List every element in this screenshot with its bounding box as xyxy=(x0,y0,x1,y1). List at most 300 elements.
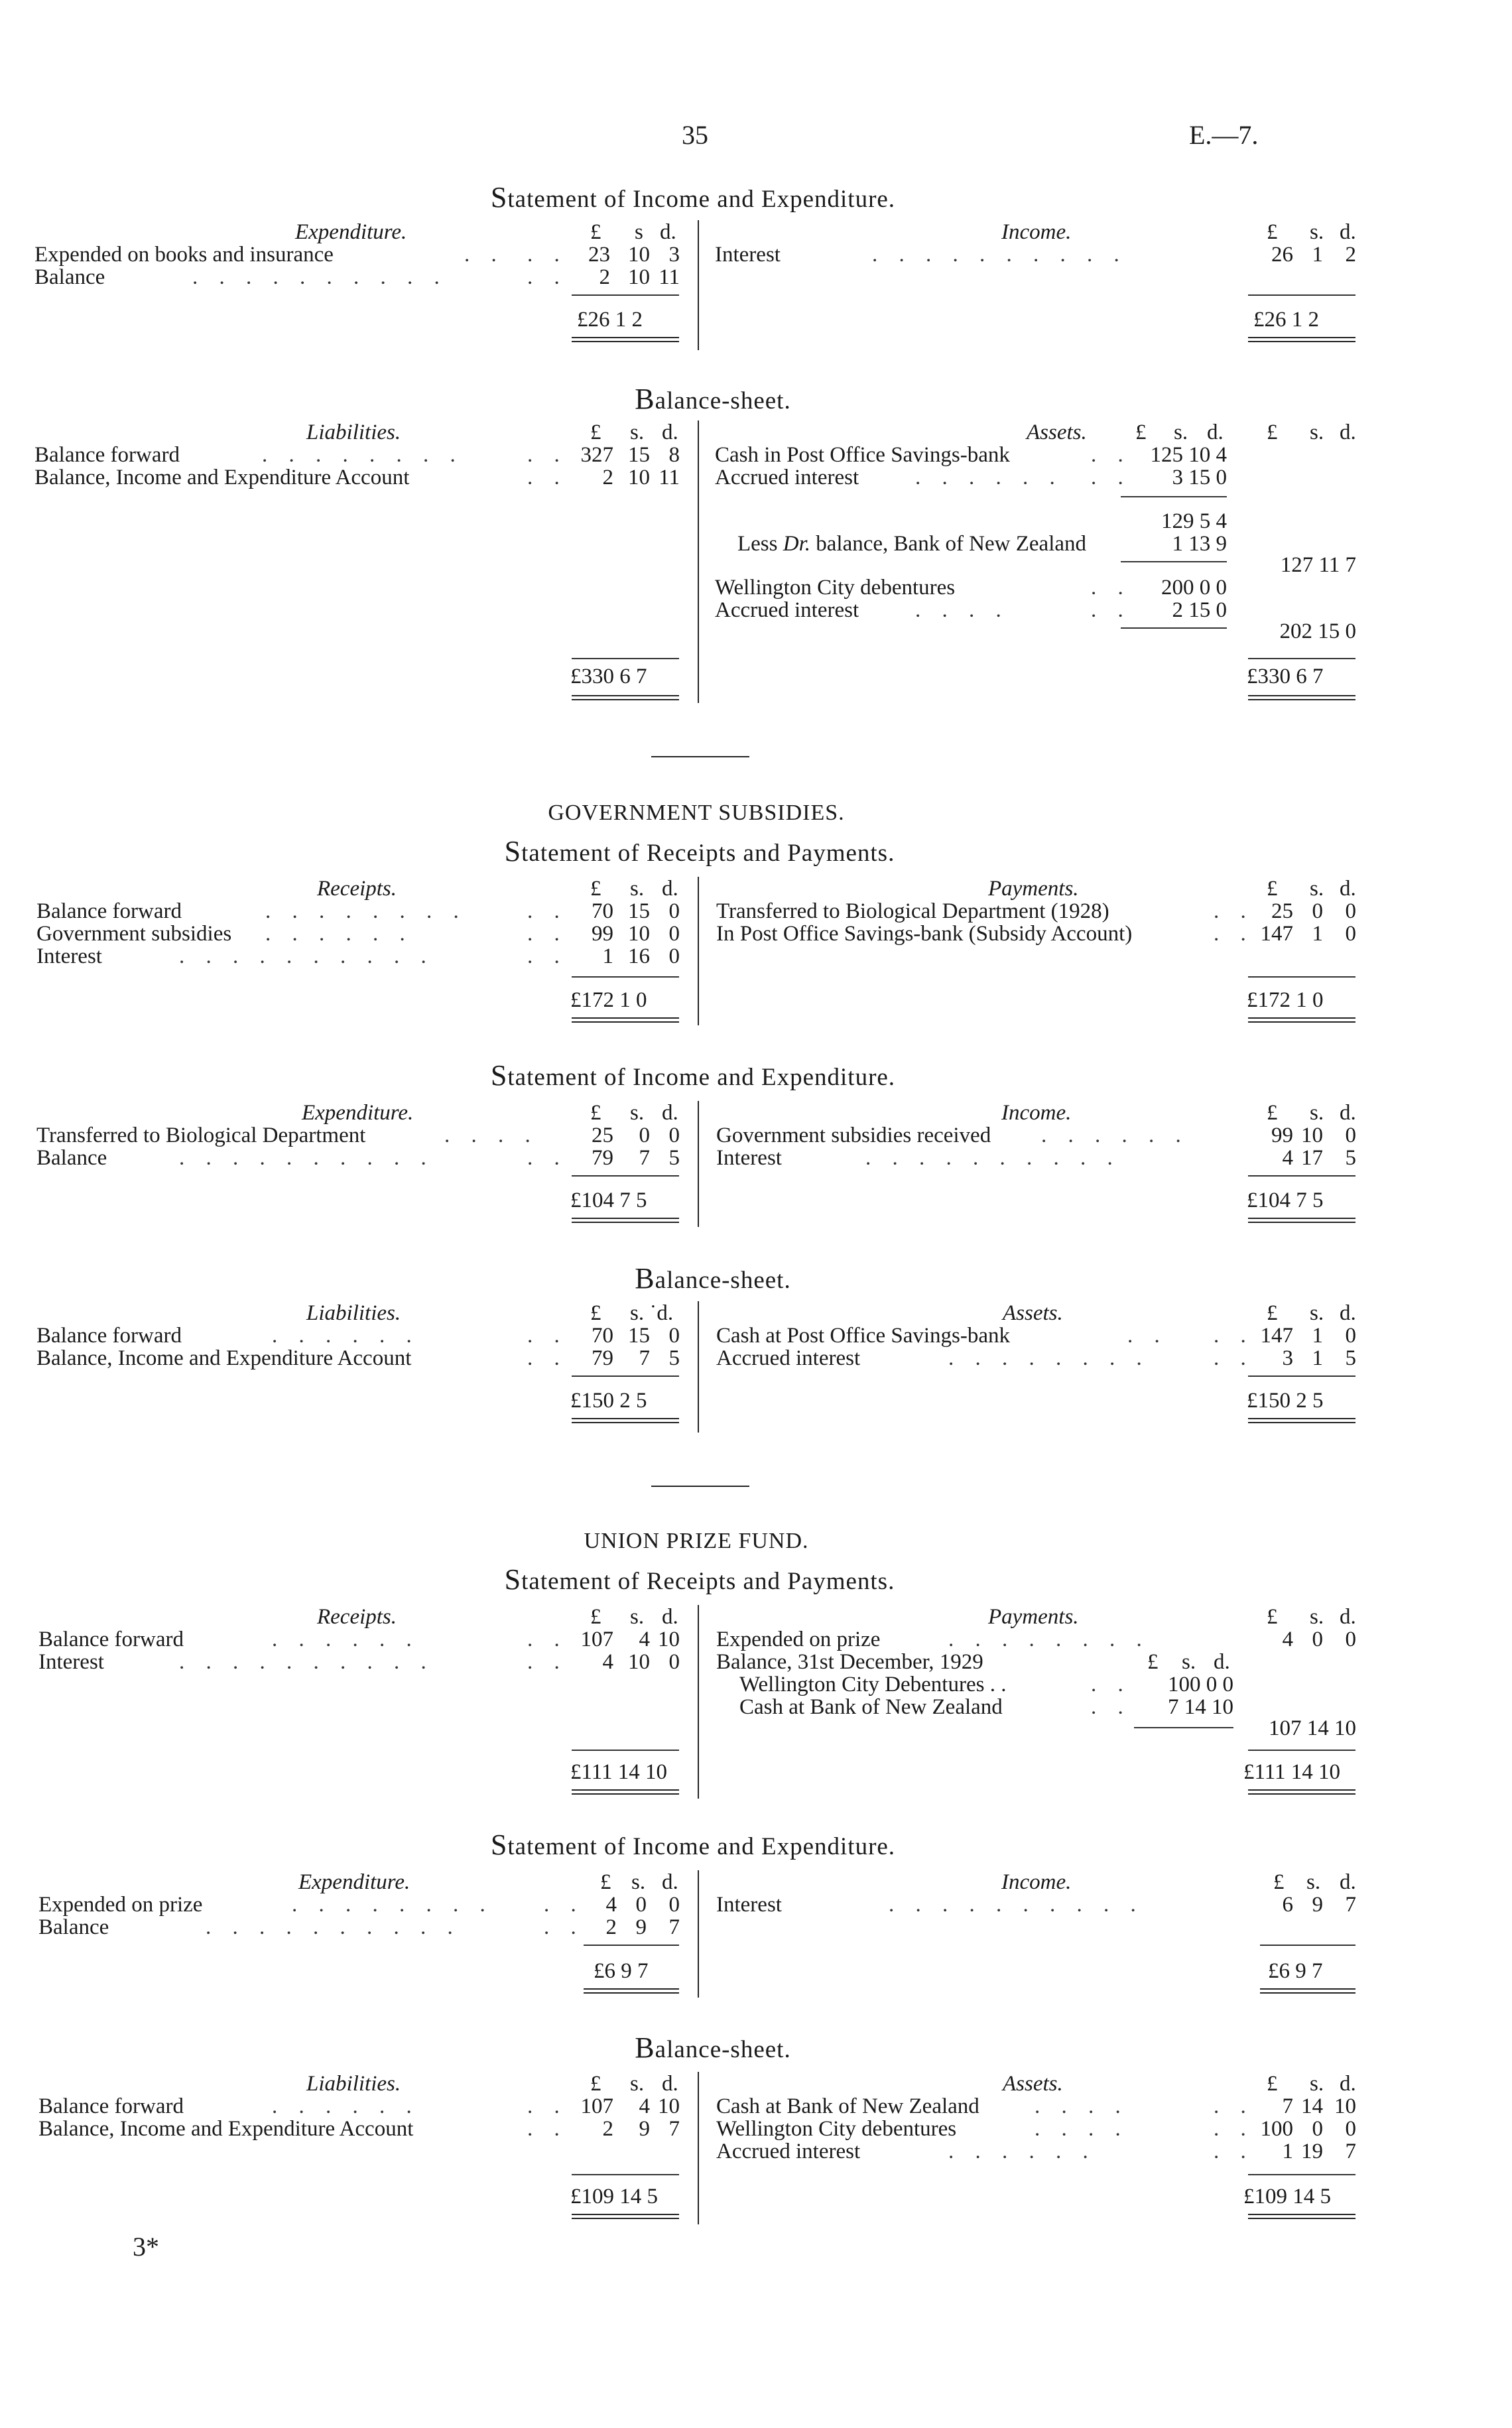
leader-dots: . . . . . . . . xyxy=(292,1893,493,1917)
double-rule xyxy=(584,1988,679,1994)
leader-dots: . . xyxy=(527,2094,568,2118)
asset-label: Accrued interest xyxy=(716,1346,861,1370)
lsd-shilling: s. xyxy=(1310,1101,1324,1125)
total-right: £6 9 7 xyxy=(1268,1959,1323,1983)
signature-mark: 3* xyxy=(133,2232,159,2262)
amount-pounds: 26 xyxy=(1271,243,1293,267)
amount-shillings: 17 xyxy=(1301,1146,1323,1170)
amount-pounds: 2 xyxy=(599,265,610,289)
payment-sublabel: Wellington City Debentures . . xyxy=(739,1673,1007,1696)
lsd-pound: £ xyxy=(590,220,601,244)
amount-pence: 8 xyxy=(668,443,680,467)
leader-dots: . . xyxy=(1214,1324,1254,1348)
double-rule xyxy=(1260,1988,1355,1994)
amount-shillings: 1 xyxy=(1312,1346,1323,1370)
lsd-shilling: s. xyxy=(630,420,645,444)
lsd-pound: £ xyxy=(1273,1870,1285,1894)
liabilities-head: Liabilities. xyxy=(306,2072,401,2096)
s1-income-head: Income. xyxy=(1001,220,1072,244)
gov-balance-title: Balance-sheet. xyxy=(635,1262,791,1295)
lsd-pound: £ xyxy=(590,1301,601,1325)
amount-shillings: 7 xyxy=(639,1146,650,1170)
asset-amount: 200 0 0 xyxy=(1161,576,1227,600)
amount-pence: 7 xyxy=(1345,1893,1356,1917)
lsd-shilling: s. xyxy=(1310,220,1324,244)
lsd-pence: d. xyxy=(1214,1650,1230,1674)
leader-dots: . . xyxy=(527,922,568,946)
income-label: Interest xyxy=(716,1893,782,1917)
leader-dots: . . . . . . xyxy=(272,1628,420,1651)
assets-head: Assets. xyxy=(1003,1301,1063,1325)
leader-dots: . . . . . . xyxy=(948,2140,1096,2163)
leader-dots: . . xyxy=(527,1346,568,1370)
double-rule xyxy=(1248,1418,1355,1423)
lsd-shilling: s. xyxy=(1306,1870,1321,1894)
amount-pence: 0 xyxy=(1345,1324,1356,1348)
amount-shillings: 10 xyxy=(628,265,650,289)
lsd-shilling: s. xyxy=(630,1101,645,1125)
lsd-pence: d. xyxy=(1340,220,1356,244)
amount-pounds: 147 xyxy=(1260,922,1293,946)
lsd-pence: d. xyxy=(662,420,678,444)
amount-shillings: 4 xyxy=(639,2094,650,2118)
total-left: £104 7 5 xyxy=(570,1188,647,1212)
lsd-pence: d. xyxy=(662,877,678,901)
expenditure-label: Balance xyxy=(38,1915,109,1939)
lsd-pound: £ xyxy=(590,877,601,901)
double-rule xyxy=(1248,1789,1355,1795)
receipts-head: Receipts. xyxy=(317,877,397,901)
column-divider xyxy=(698,1301,699,1433)
amount-pence: 0 xyxy=(668,1123,680,1147)
rule xyxy=(1134,1727,1233,1728)
amount-pounds: 99 xyxy=(592,922,613,946)
amount-pounds: 147 xyxy=(1260,1324,1293,1348)
leader-dots: . . xyxy=(544,1915,584,1939)
expenditure-head: Expenditure. xyxy=(302,1101,414,1125)
amount-pence: 7 xyxy=(668,1915,680,1939)
amount-shillings: 16 xyxy=(628,944,650,968)
total-right: £150 2 5 xyxy=(1247,1389,1324,1413)
amount-pence: 5 xyxy=(1345,1346,1356,1370)
leader-dots: . . . . . . . . . . xyxy=(192,265,448,289)
rule xyxy=(1248,294,1355,296)
lsd-shilling-pence: s. ˙d. xyxy=(630,1301,674,1325)
lsd-pound: £ xyxy=(1135,420,1147,444)
leader-dots: . . xyxy=(527,944,568,968)
gov-receipts-title: Statement of Receipts and Payments. xyxy=(504,835,895,867)
payment-sublabel: Cash at Bank of New Zealand xyxy=(739,1695,1003,1719)
rule xyxy=(584,1945,679,1946)
liability-label: Balance forward xyxy=(38,2094,184,2118)
amount-pounds: 107 xyxy=(580,2094,613,2118)
liability-label: Balance forward xyxy=(34,443,180,467)
amount-pence: 7 xyxy=(1345,2140,1356,2163)
lsd-pence: d. xyxy=(1340,1605,1356,1629)
amount-pence: 10 xyxy=(658,2094,680,2118)
rule xyxy=(1248,1750,1355,1751)
amount-pence: 10 xyxy=(658,1628,680,1651)
amount-pounds: 79 xyxy=(592,1346,613,1370)
lsd-pound: £ xyxy=(1267,2072,1278,2096)
column-divider xyxy=(698,220,699,350)
column-divider xyxy=(698,877,699,1025)
amount-shillings: 1 xyxy=(1312,1324,1323,1348)
asset-label: Wellington City debentures xyxy=(716,2117,957,2141)
amount-pounds: 4 xyxy=(1282,1628,1293,1651)
double-rule xyxy=(1248,695,1355,700)
leader-dots: . . xyxy=(1214,2094,1254,2118)
double-rule xyxy=(572,337,679,342)
lsd-pound: £ xyxy=(590,420,601,444)
amount-pounds: 99 xyxy=(1271,1123,1293,1147)
leader-dots: . . . . . . . . . . xyxy=(179,1146,434,1170)
lsd-pence: d. xyxy=(1207,420,1224,444)
liability-label: Balance, Income and Expenditure Account xyxy=(36,1346,412,1370)
amount-pounds: 4 xyxy=(602,1650,613,1674)
lsd-shilling: s. xyxy=(1310,877,1324,901)
receipt-label: Balance forward xyxy=(38,1628,184,1651)
amount-shillings: 15 xyxy=(628,443,650,467)
asset-label-italic: Dr. xyxy=(783,532,811,556)
leader-dots: . . xyxy=(1091,1695,1131,1719)
lsd-pound: £ xyxy=(600,1870,611,1894)
amount-pounds: 2 xyxy=(602,2117,613,2141)
leader-dots: . . . . . . . . . . xyxy=(872,243,1127,267)
total-left: £26 1 2 xyxy=(577,308,643,332)
leader-dots: . . xyxy=(527,1650,568,1674)
rule xyxy=(1248,658,1355,659)
row-label: Balance xyxy=(34,265,105,289)
amount-pounds: 1 xyxy=(1282,2140,1293,2163)
amount-pounds: 23 xyxy=(588,243,610,267)
gov-income-expenditure-title: Statement of Income and Expenditure. xyxy=(490,1059,896,1092)
rule xyxy=(1248,2174,1355,2175)
leader-dots: . . . . . . . . xyxy=(948,1346,1150,1370)
lsd-shilling: s. xyxy=(631,1870,646,1894)
asset-label: Accrued interest xyxy=(715,466,859,489)
leader-dots: . . . . . . . . . . xyxy=(179,1650,434,1674)
leader-dots: . . xyxy=(527,1628,568,1651)
lsd-pence: d. xyxy=(662,1605,678,1629)
leader-dots: . . xyxy=(527,899,568,923)
leader-dots: . . xyxy=(1214,2140,1254,2163)
leader-dots: . . xyxy=(527,265,568,289)
leader-dots: . . xyxy=(527,443,568,467)
asset-label: Wellington City debentures xyxy=(715,576,956,600)
leader-dots: . . . . . . . . xyxy=(265,899,467,923)
leader-dots: . . xyxy=(1214,2117,1254,2141)
double-rule xyxy=(572,1789,679,1795)
lsd-pence: d. xyxy=(1340,1870,1356,1894)
amount-shillings: 1 xyxy=(1312,243,1323,267)
asset-label xyxy=(737,532,1086,556)
column-divider xyxy=(698,2072,699,2224)
amount-pence: 10 xyxy=(1334,2094,1356,2118)
lsd-pence: d. xyxy=(1340,877,1356,901)
lsd-shilling: s. xyxy=(1310,420,1324,444)
amount-shillings: 10 xyxy=(628,243,650,267)
lsd-pence: d. xyxy=(662,1101,678,1125)
leader-dots: . . xyxy=(1214,922,1254,946)
s1-expenditure-head: Expenditure. xyxy=(295,220,407,244)
payment-subamount: 7 14 10 xyxy=(1168,1695,1233,1719)
amount-shillings: 9 xyxy=(1312,1893,1323,1917)
amount-shillings: 0 xyxy=(639,1123,650,1147)
s1-balance-title: Balance-sheet. xyxy=(635,383,791,415)
rule xyxy=(1121,496,1227,497)
asset-amount: 3 15 0 xyxy=(1172,466,1227,489)
amount-pence: 0 xyxy=(1345,922,1356,946)
receipt-label: Balance forward xyxy=(36,899,182,923)
liabilities-head: Liabilities. xyxy=(306,420,401,444)
assets-head: Assets. xyxy=(1027,420,1087,444)
amount-shillings: 14 xyxy=(1301,2094,1323,2118)
amount-pence: 0 xyxy=(1345,2117,1356,2141)
asset-amount: 2 15 0 xyxy=(1172,598,1227,622)
total-right: £26 1 2 xyxy=(1253,308,1319,332)
assets-head: Assets. xyxy=(1003,2072,1063,2096)
lsd-pence: d. xyxy=(1340,1301,1356,1325)
subtotal: 129 5 4 xyxy=(1161,509,1227,533)
section-separator xyxy=(651,756,749,757)
asset-label: Cash at Bank of New Zealand xyxy=(716,2094,979,2118)
asset-label: Cash at Post Office Savings-bank xyxy=(716,1324,1011,1348)
leader-dots: . . xyxy=(1091,1673,1131,1696)
amount-pence: 2 xyxy=(1345,243,1356,267)
lsd-pound: £ xyxy=(1267,220,1278,244)
total-right: £109 14 5 xyxy=(1243,2185,1331,2208)
amount-pence: 0 xyxy=(1345,1628,1356,1651)
double-rule xyxy=(572,1017,679,1023)
asset-label-rest: balance, Bank of New Zealand xyxy=(810,532,1087,556)
rule xyxy=(572,294,679,296)
rule xyxy=(1121,627,1227,629)
amount-pounds: 4 xyxy=(605,1893,617,1917)
amount-shillings: 15 xyxy=(628,899,650,923)
asset-amount: 125 10 4 xyxy=(1150,443,1227,467)
lsd-shilling: s. xyxy=(630,877,645,901)
total-right: £104 7 5 xyxy=(1247,1188,1324,1212)
leader-dots: . . . . . . . . . . xyxy=(865,1146,1121,1170)
amount-pounds: 7 xyxy=(1282,2094,1293,2118)
receipts-head: Receipts. xyxy=(317,1605,397,1629)
payment-label: Transferred to Biological Department (1928) xyxy=(716,899,1109,923)
rule xyxy=(1121,561,1227,562)
leader-dots: . . xyxy=(1091,576,1131,600)
total-right: £330 6 7 xyxy=(1247,665,1324,688)
leader-dots: . . . . . . . . . . xyxy=(179,944,434,968)
amount-pounds: 79 xyxy=(592,1146,613,1170)
payment-label: In Post Office Savings-bank (Subsidy Account) xyxy=(716,922,1133,946)
union-heading: UNION PRIZE FUND. xyxy=(584,1529,809,1553)
double-rule xyxy=(1248,1017,1355,1023)
payment-subamount: 100 0 0 xyxy=(1168,1673,1233,1696)
total-right: £172 1 0 xyxy=(1247,988,1324,1012)
payments-head: Payments. xyxy=(988,877,1079,901)
amount-shillings: 9 xyxy=(635,1915,647,1939)
receipt-label: Interest xyxy=(38,1650,104,1674)
asset-label: Accrued interest xyxy=(715,598,859,622)
amount-pounds: 3 xyxy=(1282,1346,1293,1370)
leader-dots: . . xyxy=(544,1893,584,1917)
amount-shillings: 0 xyxy=(1312,899,1323,923)
liability-label: Balance, Income and Expenditure Account xyxy=(34,466,410,489)
lsd-pound: £ xyxy=(1267,1605,1278,1629)
lsd-pence: d. xyxy=(662,2072,678,2096)
leader-dots: . . . . . . xyxy=(915,466,1063,489)
total-left: £150 2 5 xyxy=(570,1389,647,1413)
receipt-label: Interest xyxy=(36,944,102,968)
amount-pounds: 4 xyxy=(1282,1146,1293,1170)
total-left: £109 14 5 xyxy=(570,2185,658,2208)
rule xyxy=(572,658,679,659)
lsd-shilling: s. xyxy=(1310,2072,1324,2096)
double-rule xyxy=(1248,337,1355,342)
leader-dots: . . . . xyxy=(1035,2094,1129,2118)
amount-shillings: 7 xyxy=(639,1346,650,1370)
leader-dots: . . . . . . xyxy=(272,2094,420,2118)
leader-dots: . . xyxy=(464,243,505,267)
page-number: 35 xyxy=(682,120,708,150)
amount-shillings: 10 xyxy=(628,1650,650,1674)
amount-pence: 5 xyxy=(668,1146,680,1170)
amount-shillings: 10 xyxy=(1301,1123,1323,1147)
s1-income-expenditure-title: Statement of Income and Expenditure. xyxy=(490,181,896,214)
rule xyxy=(1248,1175,1355,1177)
leader-dots: . . xyxy=(527,466,568,489)
leader-dots: . . xyxy=(1127,1324,1168,1348)
lsd-pound: £ xyxy=(590,2072,601,2096)
double-rule xyxy=(572,2214,679,2219)
amount-shillings: 0 xyxy=(1312,1628,1323,1651)
amount-pence: 7 xyxy=(668,2117,680,2141)
asset-label: Cash in Post Office Savings-bank xyxy=(715,443,1010,467)
lsd-shilling: s. xyxy=(1174,420,1188,444)
rule xyxy=(572,1750,679,1751)
rule xyxy=(572,2174,679,2175)
lsd-shilling: s. xyxy=(1310,1605,1324,1629)
document-ref: E.—7. xyxy=(1189,120,1259,150)
amount-shillings: 4 xyxy=(639,1628,650,1651)
liability-label: Balance forward xyxy=(36,1324,182,1348)
payments-head: Payments. xyxy=(988,1605,1079,1629)
lsd-shilling: s. xyxy=(630,2072,645,2096)
asset-label: Accrued interest xyxy=(716,2140,861,2163)
amount-shillings: 0 xyxy=(635,1893,647,1917)
lsd-pence: d. xyxy=(662,1870,678,1894)
lsd-shilling: s. xyxy=(630,1605,645,1629)
lsd-pound: £ xyxy=(1267,420,1278,444)
rule xyxy=(572,1375,679,1377)
amount-shillings: 19 xyxy=(1301,2140,1323,2163)
lsd-pence: d. xyxy=(1340,2072,1356,2096)
lsd-pound: £ xyxy=(1267,877,1278,901)
leader-dots: . . . . . . xyxy=(1041,1123,1189,1147)
amount-pounds: 2 xyxy=(602,466,613,489)
lsd-pound: £ xyxy=(1267,1101,1278,1125)
total-left: £172 1 0 xyxy=(570,988,647,1012)
expenditure-label: Expended on prize xyxy=(38,1893,203,1917)
amount-pence: 0 xyxy=(668,1324,680,1348)
lsd-pence: d. xyxy=(1340,1101,1356,1125)
column-divider xyxy=(698,420,699,703)
gov-heading: GOVERNMENT SUBSIDIES. xyxy=(548,800,845,825)
amount-pence: 5 xyxy=(1345,1146,1356,1170)
double-rule xyxy=(1248,1218,1355,1223)
leader-dots: . . xyxy=(1091,466,1131,489)
double-rule xyxy=(572,695,679,700)
rule xyxy=(572,976,679,978)
leader-dots: . . . . xyxy=(915,598,1009,622)
income-label: Interest xyxy=(716,1146,782,1170)
lsd-shilling: s. xyxy=(1310,1301,1324,1325)
lsd-shilling: s. xyxy=(1182,1650,1196,1674)
rule xyxy=(1248,1375,1355,1377)
lsd-pound: £ xyxy=(590,1101,601,1125)
leader-dots: . . . . . . xyxy=(265,922,413,946)
column-divider xyxy=(698,1101,699,1227)
subtotal-carried: 202 15 0 xyxy=(1279,619,1356,643)
leader-dots: . . . . . . . . . . xyxy=(206,1915,461,1939)
asset-amount: 1 13 9 xyxy=(1172,532,1227,556)
amount-pence: 0 xyxy=(668,922,680,946)
double-rule xyxy=(1248,2214,1355,2219)
amount-pence: 0 xyxy=(668,944,680,968)
leader-dots: . . xyxy=(527,2117,568,2141)
lsd-pound: £ xyxy=(590,1605,601,1629)
section-separator xyxy=(651,1486,749,1487)
leader-dots: . . xyxy=(1091,598,1131,622)
amount-shillings: 15 xyxy=(628,1324,650,1348)
leader-dots: . . xyxy=(527,1146,568,1170)
expenditure-head: Expenditure. xyxy=(298,1870,410,1894)
receipt-label: Government subsidies xyxy=(36,922,232,946)
leader-dots: . . . . xyxy=(444,1123,538,1147)
leader-dots: . . xyxy=(527,1324,568,1348)
amount-pence: 0 xyxy=(668,899,680,923)
rule xyxy=(572,1175,679,1177)
amount-shillings: 9 xyxy=(639,2117,650,2141)
double-rule xyxy=(572,1418,679,1423)
amount-pounds: 100 xyxy=(1260,2117,1293,2141)
total-left: £330 6 7 xyxy=(570,665,647,688)
leader-dots: . . xyxy=(1091,443,1131,467)
amount-pence: 3 xyxy=(668,243,680,267)
income-label: Interest xyxy=(715,243,781,267)
amount-pounds: 6 xyxy=(1282,1893,1293,1917)
union-receipts-title: Statement of Receipts and Payments. xyxy=(504,1563,895,1596)
leader-dots: . . . . xyxy=(1035,2117,1129,2141)
subtotal-carried: 107 14 10 xyxy=(1269,1716,1356,1740)
amount-shillings: 10 xyxy=(628,922,650,946)
leader-dots: . . . . . . xyxy=(272,1324,420,1348)
amount-pounds: 2 xyxy=(605,1915,617,1939)
union-income-expenditure-title: Statement of Income and Expenditure. xyxy=(490,1828,896,1861)
union-balance-title: Balance-sheet. xyxy=(635,2031,791,2064)
amount-pence: 11 xyxy=(659,466,680,489)
total-left: £111 14 10 xyxy=(570,1760,668,1784)
income-label: Government subsidies received xyxy=(716,1123,991,1147)
income-head: Income. xyxy=(1001,1870,1072,1894)
double-rule xyxy=(572,1218,679,1223)
amount-pence: 0 xyxy=(1345,899,1356,923)
row-label: Expended on books and insurance xyxy=(34,243,334,267)
leader-dots: . . xyxy=(527,243,568,267)
total-left: £6 9 7 xyxy=(594,1959,649,1983)
leader-dots: . . xyxy=(1214,899,1254,923)
lsd-shilling: s xyxy=(635,220,643,244)
